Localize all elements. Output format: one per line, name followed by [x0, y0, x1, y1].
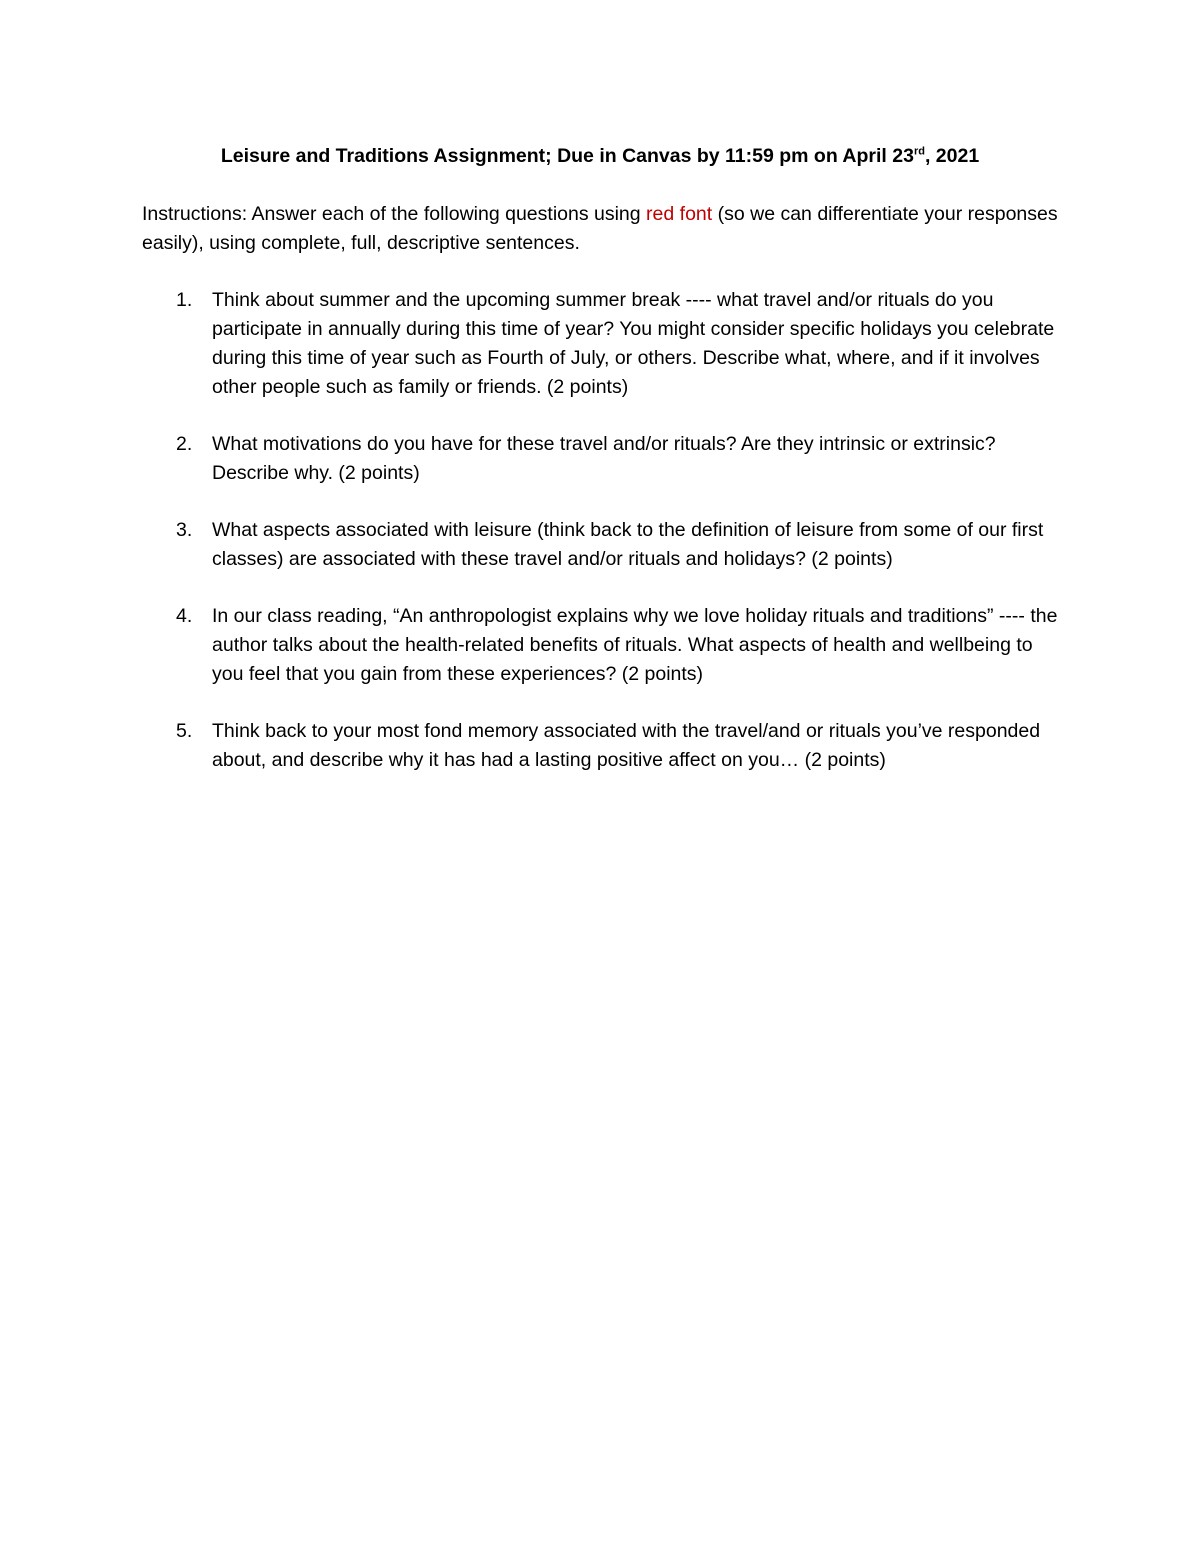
question-text: In our class reading, “An anthropologist explains why we love holiday rituals and traditions” ---- the author talks about the health-related benefits of rituals. What aspects of health and wellbeing to you feel that you gain from these experiences? (2 points)	[212, 605, 1058, 685]
question-text: Think back to your most fond memory associated with the travel/and or rituals you’ve responded about, and describe why it has had a lasting positive affect on you… (2 points)	[212, 720, 1041, 771]
question-item	[142, 602, 1067, 689]
question-number: 5.	[176, 720, 193, 742]
title-text: Leisure and Traditions Assignment; Due in Canvas by 11:59 pm on April 23	[220, 145, 914, 167]
question-text: What aspects associated with leisure (think back to the definition of leisure from some of our first classes) are associated with these travel and/or rituals and holidays? (2 points)	[212, 519, 1044, 570]
question-item	[142, 430, 1067, 488]
question-text: What motivations do you have for these travel and/or rituals? Are they intrinsic or extrinsic? Describe why. (2 points)	[212, 433, 996, 484]
question-text: Think about summer and the upcoming summer break ---- what travel and/or rituals do you participate in annually during this time of year? You might consider specific holidays you celebrate during this time of year such as Fourth of July, or others. Describe what, where, and if it involves other people such as family or friends. (2 points)	[212, 289, 1055, 398]
question-number: 2.	[176, 433, 193, 455]
question-number: 4.	[176, 605, 193, 627]
question-number: 1.	[176, 289, 193, 311]
instructions-prefix: Instructions: Answer each of the following questions using	[142, 203, 647, 225]
assignment-title	[0, 142, 1200, 170]
question-number: 3.	[176, 519, 193, 541]
question-item	[142, 717, 1067, 775]
instructions-highlight: red font	[646, 203, 713, 225]
question-item	[142, 516, 1067, 574]
question-item	[142, 286, 1067, 402]
instructions-paragraph	[142, 200, 1067, 258]
question-list	[142, 286, 1067, 803]
title-superscript: rd	[913, 145, 925, 158]
instructions-suffix: (so we can differentiate your responses easily), using complete, full, descriptive sentences.	[142, 203, 1058, 254]
title-suffix: , 2021	[924, 145, 980, 167]
